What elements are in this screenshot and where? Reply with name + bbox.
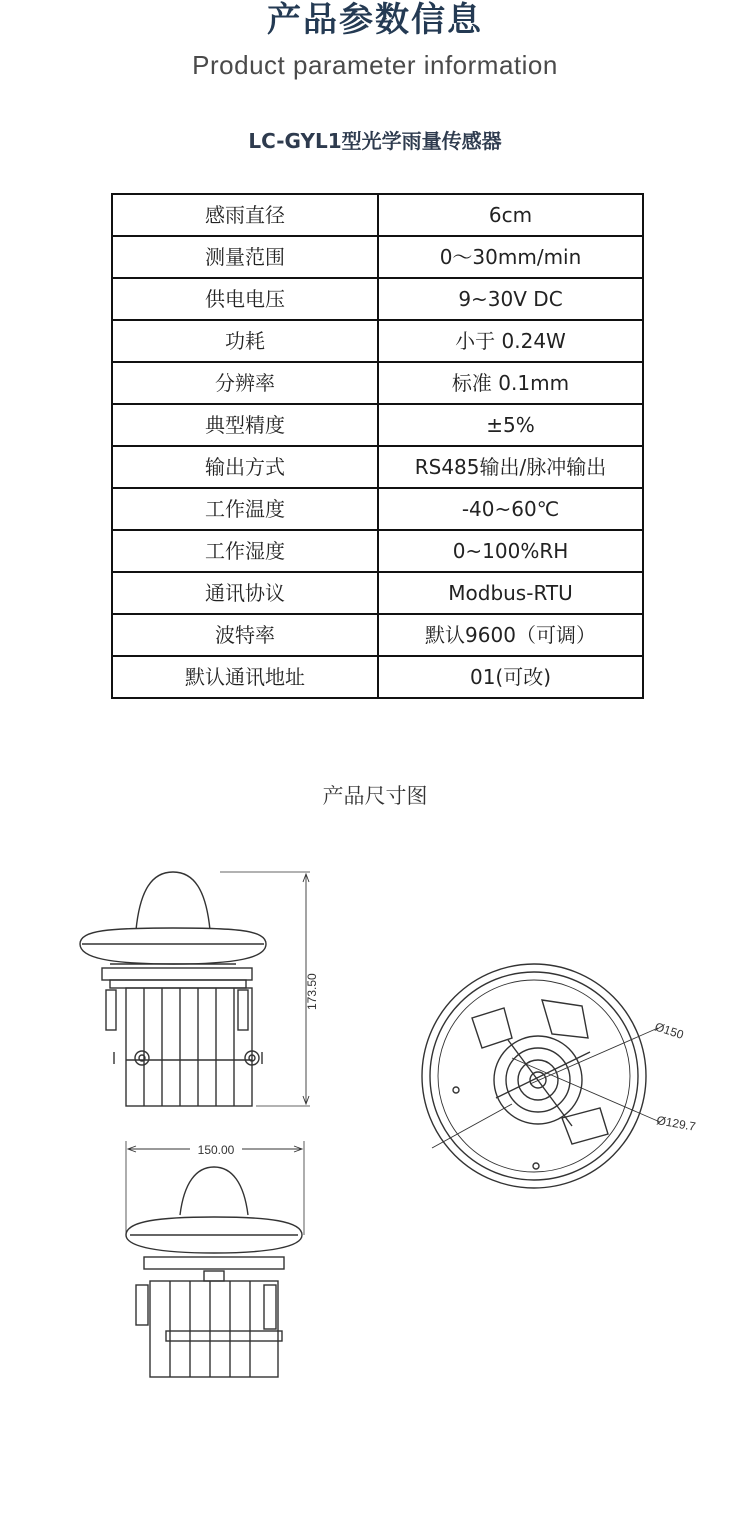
table-row [112,656,643,698]
table-row [112,614,643,656]
product-model: LC-GYL1型光学雨量传感器 [248,129,502,153]
table-row [112,488,643,530]
param-label: 波特率 [112,614,378,656]
param-value: 01(可改) [378,656,643,698]
param-label: 输出方式 [112,446,378,488]
param-label: 默认通讯地址 [112,656,378,698]
table-row [112,278,643,320]
param-value: 6cm [378,194,643,236]
page-title-en: Product parameter information [192,50,558,80]
param-label: 通讯协议 [112,572,378,614]
param-label: 供电电压 [112,278,378,320]
param-value: 9~30V DC [378,278,643,320]
param-label: 工作湿度 [112,530,378,572]
param-label: 分辨率 [112,362,378,404]
bottom-view-drawing [412,948,732,1198]
param-label: 功耗 [112,320,378,362]
page-title-cn: 产品参数信息 [267,0,483,40]
param-label: 测量范围 [112,236,378,278]
param-label: 工作温度 [112,488,378,530]
dimension-section-title: 产品尺寸图 [322,784,428,808]
side-view-drawing [110,1135,320,1385]
param-label: 典型精度 [112,404,378,446]
table-row [112,446,643,488]
param-label: 感雨直径 [112,194,378,236]
table-row [112,320,643,362]
param-value: 标准 0.1mm [378,362,643,404]
param-value: 小于 0.24W [378,320,643,362]
table-row [112,530,643,572]
width-dimension-label: 150.00 [197,1143,235,1157]
front-view-drawing [70,860,330,1120]
param-value: RS485输出/脉冲输出 [378,446,643,488]
table-row [112,572,643,614]
table-row [112,194,643,236]
inner-diameter-label: Ø129.7 [655,1113,697,1134]
param-value: -40~60℃ [378,488,643,530]
param-value: 默认9600（可调） [378,614,643,656]
table-row [112,404,643,446]
height-dimension-label: 173.50 [305,973,319,1010]
param-value: Modbus-RTU [378,572,643,614]
param-value: 0～30mm/min [378,236,643,278]
table-row [112,236,643,278]
param-value: ±5% [378,404,643,446]
outer-diameter-label: Ø150 [653,1019,686,1042]
table-row [112,362,643,404]
param-value: 0~100%RH [378,530,643,572]
parameter-table [111,193,644,699]
